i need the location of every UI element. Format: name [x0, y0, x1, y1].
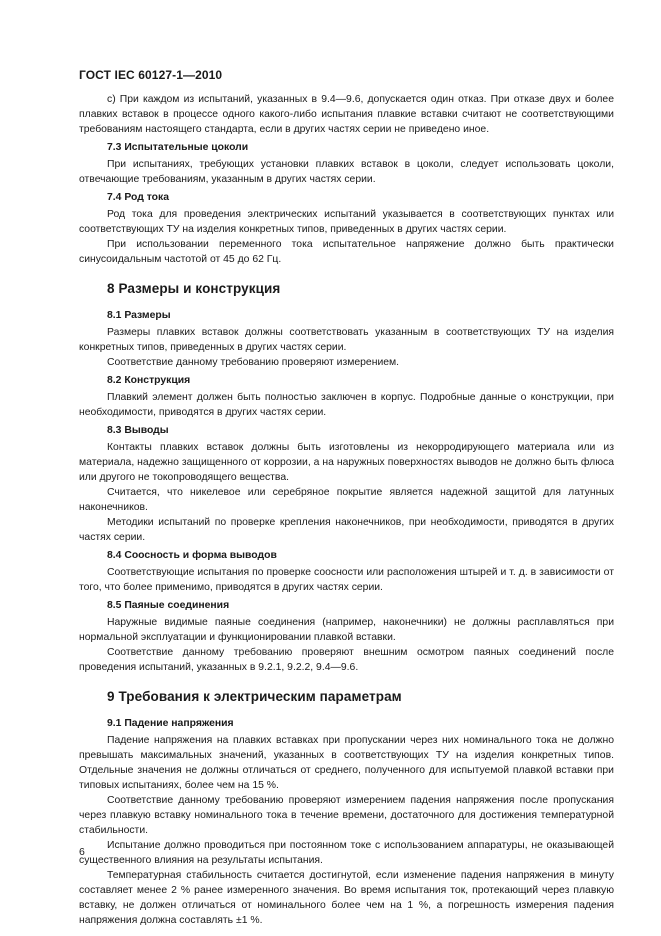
page-number: 6	[79, 846, 85, 858]
paragraph: Контакты плавких вставок должны быть изготовлены из некорродирующего материала или из материала, надежно защищенного от коррозии, а на наружных поверхностях выводов не должно быть флюса или другого не токопроводящего вещества.	[79, 442, 614, 483]
paragraph: c) При каждом из испытаний, указанных в 9.4—9.6, допускается один отказ. При отказе двух и более плавких вставок в процессе одного какого-либо испытания плавкие вставки считают не соответствующими требованиям настоящего стандарта, если в других частях серии не приведено иное.	[79, 94, 614, 135]
subsection-heading: 7.4 Род тока	[107, 192, 169, 203]
paragraph: Род тока для проведения электрических испытаний указывается в соответствующих пунктах или соответствующих ТУ на изделия конкретных типов, приведенных в других частях серии.	[79, 209, 614, 235]
paragraph: Считается, что никелевое или серебряное покрытие является надежной защитой для латунных наконечников.	[79, 487, 614, 513]
paragraph: Падение напряжения на плавких вставках при пропускании через них номинального тока не должно превышать максимальных значений, указанных в соответствующих ТУ на изделия конкретных типов. Отдельные значения не должны отличаться от среднего, полученного для испытуемой плавкой вставки при типовых испытаниях, более чем на 15 %.	[79, 735, 614, 791]
document-body	[79, 92, 614, 928]
section-heading: 9 Требования к электрическим параметрам	[107, 689, 402, 704]
paragraph: Температурная стабильность считается достигнутой, если изменение падения напряжения в минуту составляет менее 2 % ранее измеренного значения. Во время испытания ток, протекающий через плавкую вставку, не должен отличаться от номинального более чем на 1 %, а погрешность измерения падения напряжения должна составлять ±1 %.	[79, 870, 614, 926]
subsection-heading: 8.1 Размеры	[107, 310, 171, 321]
paragraph: Испытание должно проводиться при постоянном токе с использованием аппаратуры, не оказывающей существенного влияния на результаты испытания.	[79, 840, 614, 866]
subsection-heading: 7.3 Испытательные цоколи	[107, 142, 249, 153]
subsection-heading: 8.3 Выводы	[107, 425, 169, 436]
paragraph: При использовании переменного тока испытательное напряжение должно быть практически синусоидальным частотой от 45 до 62 Гц.	[79, 239, 614, 265]
paragraph: При испытаниях, требующих установки плавких вставок в цоколи, следует использовать цоколи, отвечающие требованиям, указанным в других частях серии.	[79, 159, 614, 185]
subsection-heading: 8.5 Паяные соединения	[107, 600, 230, 611]
subsection-heading: 8.2 Конструкция	[107, 375, 191, 386]
section-heading: 8 Размеры и конструкция	[107, 281, 281, 296]
paragraph: Наружные видимые паяные соединения (например, наконечники) не должны расплавляться при нормальной эксплуатации и функционировании плавкой вставки.	[79, 617, 614, 643]
paragraph: Соответствие данному требованию проверяют внешним осмотром паяных соединений после проведения испытаний, указанных в 9.2.1, 9.2.2, 9.4—9.6.	[79, 647, 614, 673]
paragraph: Соответствие данному требованию проверяют измерением падения напряжения после пропускания через плавкую вставку номинального тока в течение времени, достаточного для достижения температурной стабильности.	[79, 795, 614, 836]
paragraph: Соответствие данному требованию проверяют измерением.	[107, 357, 400, 368]
subsection-heading: 9.1 Падение напряжения	[107, 718, 234, 729]
paragraph: Размеры плавких вставок должны соответствовать указанным в соответствующих ТУ на изделия конкретных типов, приведенных в других частях серии.	[79, 327, 614, 353]
paragraph: Плавкий элемент должен быть полностью заключен в корпус. Подробные данные о конструкции, при необходимости, приводятся в других частях серии.	[79, 392, 614, 418]
paragraph: Методики испытаний по проверке крепления наконечников, при необходимости, приводятся в других частях серии.	[79, 517, 614, 543]
paragraph: Соответствующие испытания по проверке соосности или расположения штырей и т. д. в зависимости от того, что более применимо, приводятся в других частях серии.	[79, 567, 614, 593]
subsection-heading: 8.4 Соосность и форма выводов	[107, 550, 277, 561]
document-header: ГОСТ IEC 60127-1—2010	[79, 68, 223, 82]
